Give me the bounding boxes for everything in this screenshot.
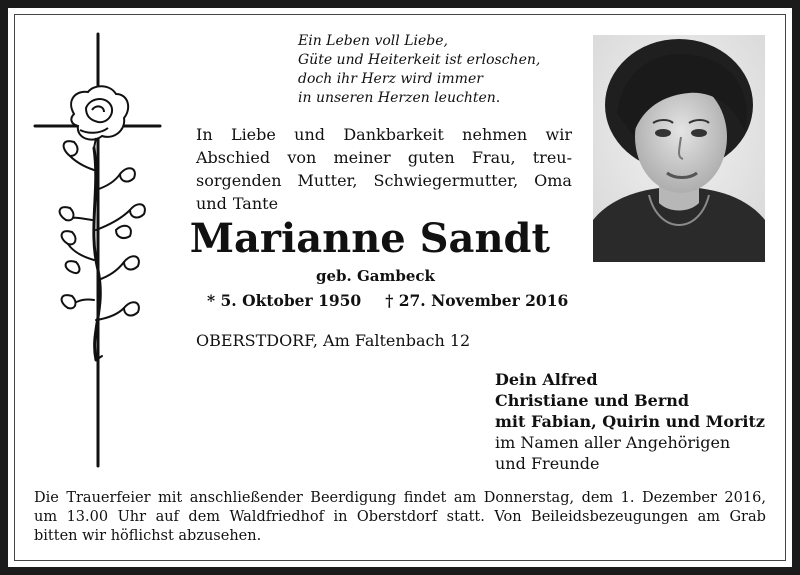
word: Grab — [729, 509, 766, 525]
memorial-poem — [298, 32, 540, 108]
intro-line — [196, 192, 572, 215]
poem-line: Güte und Heiterkeit ist erloschen, — [298, 52, 541, 68]
address: OBERSTDORF, Am Faltenbach 12 — [196, 331, 471, 350]
mourner-line: und Freunde — [495, 454, 600, 473]
word: um — [34, 509, 58, 525]
word: Waldfriedhof — [229, 509, 324, 525]
word: Trauerfeier — [66, 490, 151, 506]
word: Die — [34, 490, 59, 506]
word: Donnerstag, — [483, 490, 575, 506]
word: 13.00 — [66, 509, 109, 525]
word: nehmen — [462, 125, 528, 144]
word: am — [697, 509, 720, 525]
word: Von — [494, 509, 522, 525]
life-dates — [207, 290, 568, 312]
portrait-photo — [593, 35, 765, 262]
word: Dezember — [641, 490, 717, 506]
mourner-line: Dein Alfred — [495, 370, 598, 389]
intro-line — [196, 146, 572, 169]
funeral-notice — [34, 489, 766, 546]
intro-line — [196, 123, 572, 146]
word: Oma — [534, 171, 572, 190]
word: Beileidsbezeugungen — [531, 509, 689, 525]
word: und — [294, 125, 326, 144]
word: treu- — [532, 148, 572, 167]
word: am — [453, 490, 477, 506]
word: wir — [545, 125, 572, 144]
poem-line: in unseren Herzen leuchten. — [298, 90, 501, 106]
word: Beerdigung — [310, 490, 397, 506]
word: 1. — [620, 490, 635, 506]
mourner-line: im Namen aller Angehörigen — [495, 433, 731, 452]
word: und — [196, 194, 227, 213]
death-date: † 27. November 2016 — [385, 291, 569, 310]
word: dem — [581, 490, 614, 506]
word: findet — [403, 490, 447, 506]
notice-line — [34, 508, 766, 527]
mourner-line: mit Fabian, Quirin und Moritz — [495, 412, 765, 431]
word: guten — [407, 148, 455, 167]
word: Schwiegermutter, — [373, 171, 519, 190]
word: anschließender — [189, 490, 303, 506]
word: Liebe — [230, 125, 276, 144]
intro-line — [196, 169, 572, 192]
word: Abschied — [196, 148, 271, 167]
poem-line: doch ihr Herz wird immer — [298, 71, 483, 87]
word: von — [287, 148, 317, 167]
word: Mutter, — [297, 171, 358, 190]
word: Uhr — [117, 509, 147, 525]
maiden-name: geb. Gambeck — [316, 267, 435, 285]
poem-line: Ein Leben voll Liebe, — [298, 33, 448, 49]
birth-date: * 5. Oktober 1950 — [207, 291, 362, 310]
word: Tante — [232, 194, 279, 213]
word: Oberstdorf — [356, 509, 438, 525]
mourners-list — [495, 369, 765, 474]
word: Frau, — [471, 148, 516, 167]
word: 2016, — [724, 490, 766, 506]
word: statt. — [446, 509, 485, 525]
intro-text — [196, 123, 572, 215]
word: mit — [158, 490, 183, 506]
word: In — [196, 125, 213, 144]
word: auf — [155, 509, 179, 525]
word: dem — [188, 509, 221, 525]
notice-line — [34, 489, 766, 508]
word: sorgenden — [196, 171, 282, 190]
word: in — [333, 509, 348, 525]
notice-line: bitten wir höflichst abzusehen. — [34, 528, 262, 544]
word: Dankbarkeit — [343, 125, 444, 144]
deceased-name: Marianne Sandt — [189, 215, 550, 262]
mourner-line: Christiane und Bernd — [495, 391, 690, 410]
word: meiner — [333, 148, 391, 167]
